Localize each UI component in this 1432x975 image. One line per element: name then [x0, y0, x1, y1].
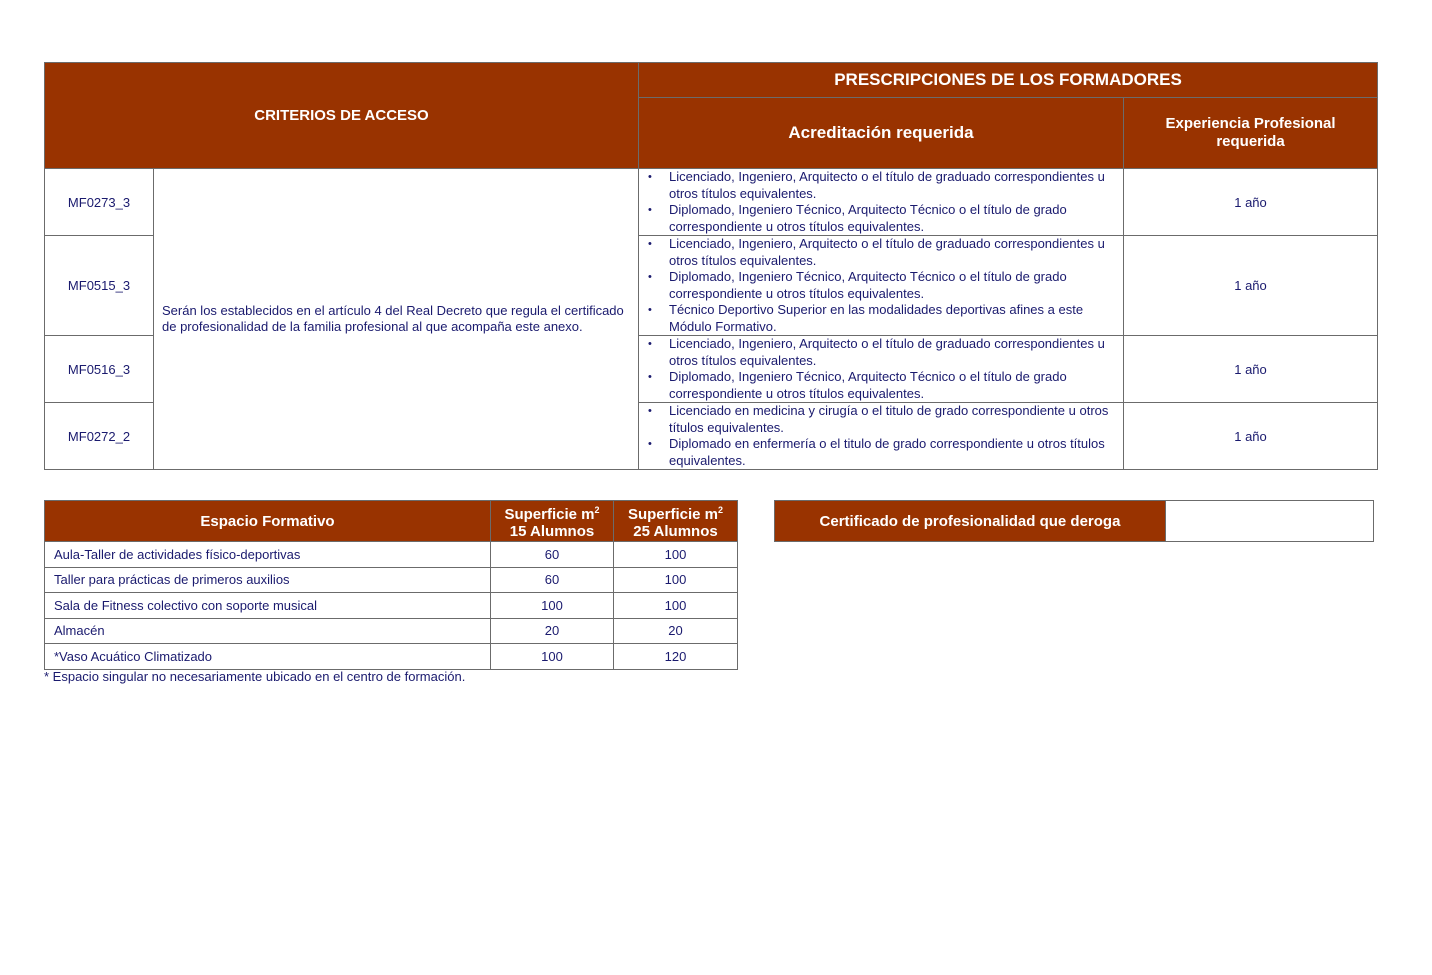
acreditacion-text: Diplomado en enfermería o el titulo de grado correspondiente u otros títulos equivalentes.: [669, 436, 1105, 468]
experiencia-value: 1 año: [1124, 403, 1378, 470]
acreditacion-item: [648, 269, 1117, 302]
superficie-15-value: 60: [491, 567, 614, 593]
experiencia-value: 1 año: [1124, 236, 1378, 336]
trainer-requirements-body: [45, 169, 1378, 470]
acreditacion-cell: [639, 336, 1124, 403]
espacio-name: *Vaso Acuático Climatizado: [45, 644, 491, 670]
superficie-25-unit-sup: 2: [718, 505, 724, 515]
superficie-25-alumnos: 25 Alumnos: [633, 523, 718, 540]
bullet-icon: •: [648, 204, 652, 216]
acreditacion-item: [648, 403, 1117, 436]
module-code: MF0515_3: [45, 236, 154, 336]
experiencia-header: Experiencia Profesional requerida: [1124, 98, 1378, 169]
bullet-icon: •: [648, 438, 652, 450]
module-code: MF0272_2: [45, 403, 154, 470]
acreditacion-cell: [639, 169, 1124, 236]
acreditacion-item: [648, 336, 1117, 369]
acreditacion-text: Diplomado, Ingeniero Técnico, Arquitecto Técnico o el título de grado correspondiente u otros títulos equivalentes.: [669, 269, 1067, 301]
bullet-icon: •: [648, 338, 652, 350]
acreditacion-cell: [639, 236, 1124, 336]
espacio-row: [45, 567, 738, 593]
superficie-25-value: 120: [614, 644, 738, 670]
espacio-row: [45, 593, 738, 619]
bullet-icon: •: [648, 405, 652, 417]
superficie-25-value: 100: [614, 567, 738, 593]
espacio-row: [45, 644, 738, 670]
footnote: * Espacio singular no necesariamente ubicado en el centro de formación.: [44, 669, 466, 684]
espacio-name: Aula-Taller de actividades físico-deportivas: [45, 542, 491, 568]
acreditacion-list: [639, 236, 1123, 335]
espacio-name: Sala de Fitness colectivo con soporte musical: [45, 593, 491, 619]
acreditacion-list: [639, 336, 1123, 402]
acreditacion-text: Licenciado, Ingeniero, Arquitecto o el título de graduado correspondientes u otros títulos equivalentes.: [669, 336, 1105, 368]
espacio-name: Taller para prácticas de primeros auxilios: [45, 567, 491, 593]
acreditacion-text: Licenciado en medicina y cirugía o el titulo de grado correspondiente u otros títulos equivalentes.: [669, 403, 1109, 435]
bullet-icon: •: [648, 271, 652, 283]
bullet-icon: •: [648, 304, 652, 316]
trainer-row: [45, 169, 1378, 236]
espacio-formativo-header: Espacio Formativo: [45, 501, 491, 542]
acreditacion-item: [648, 236, 1117, 269]
acreditacion-text: Diplomado, Ingeniero Técnico, Arquitecto Técnico o el título de grado correspondiente u otros títulos equivalentes.: [669, 369, 1067, 401]
acreditacion-text: Técnico Deportivo Superior en las modalidades deportivas afines a este Módulo Formativo.: [669, 302, 1084, 334]
superficie-15-alumnos: 15 Alumnos: [509, 523, 595, 540]
superficie-15-header: [491, 501, 614, 542]
superficie-25-header: [614, 501, 738, 542]
superficie-25-value: 100: [614, 542, 738, 568]
prescripciones-header: PRESCRIPCIONES DE LOS FORMADORES: [639, 63, 1378, 98]
superficie-15-value: 100: [491, 644, 614, 670]
experiencia-value: 1 año: [1124, 336, 1378, 403]
bullet-icon: •: [648, 238, 652, 250]
superficie-25-value: 20: [614, 618, 738, 644]
criterios-acceso-header: CRITERIOS DE ACCESO: [45, 63, 639, 169]
espacio-formativo-body: [45, 542, 738, 670]
espacio-row: [45, 618, 738, 644]
criterio-acceso-text: Serán los establecidos en el artículo 4 del Real Decreto que regula el certificado de profesionalidad de la familia profesional al que acompaña este anexo.: [154, 169, 639, 470]
acreditacion-text: Licenciado, Ingeniero, Arquitecto o el título de graduado correspondientes u otros títulos equivalentes.: [669, 169, 1105, 201]
espacio-name: Almacén: [45, 618, 491, 644]
trainer-requirements-table: [44, 62, 1378, 470]
superficie-25-label: Superficie m: [627, 506, 718, 523]
module-code: MF0273_3: [45, 169, 154, 236]
certificado-deroga-label: Certificado de profesionalidad que deroga: [775, 501, 1166, 542]
superficie-15-value: 100: [491, 593, 614, 619]
certificado-deroga-table: [774, 500, 1374, 542]
acreditacion-item: [648, 302, 1117, 335]
module-code: MF0516_3: [45, 336, 154, 403]
superficie-15-unit-sup: 2: [594, 505, 600, 515]
bullet-icon: •: [648, 371, 652, 383]
acreditacion-item: [648, 169, 1117, 202]
superficie-15-value: 20: [491, 618, 614, 644]
acreditacion-item: [648, 202, 1117, 235]
acreditacion-list: [639, 169, 1123, 235]
espacio-formativo-table: [44, 500, 738, 670]
acreditacion-list: [639, 403, 1123, 469]
superficie-15-label: Superficie m: [504, 506, 595, 523]
espacio-row: [45, 542, 738, 568]
acreditacion-item: [648, 436, 1117, 469]
certificado-deroga-value: [1166, 501, 1374, 542]
bullet-icon: •: [648, 171, 652, 183]
acreditacion-text: Diplomado, Ingeniero Técnico, Arquitecto Técnico o el título de grado correspondiente u otros títulos equivalentes.: [669, 202, 1067, 234]
experiencia-value: 1 año: [1124, 169, 1378, 236]
acreditacion-cell: [639, 403, 1124, 470]
acreditacion-text: Licenciado, Ingeniero, Arquitecto o el título de graduado correspondientes u otros títulos equivalentes.: [669, 236, 1105, 268]
acreditacion-item: [648, 369, 1117, 402]
acreditacion-header: Acreditación requerida: [639, 98, 1124, 169]
superficie-15-value: 60: [491, 542, 614, 568]
superficie-25-value: 100: [614, 593, 738, 619]
